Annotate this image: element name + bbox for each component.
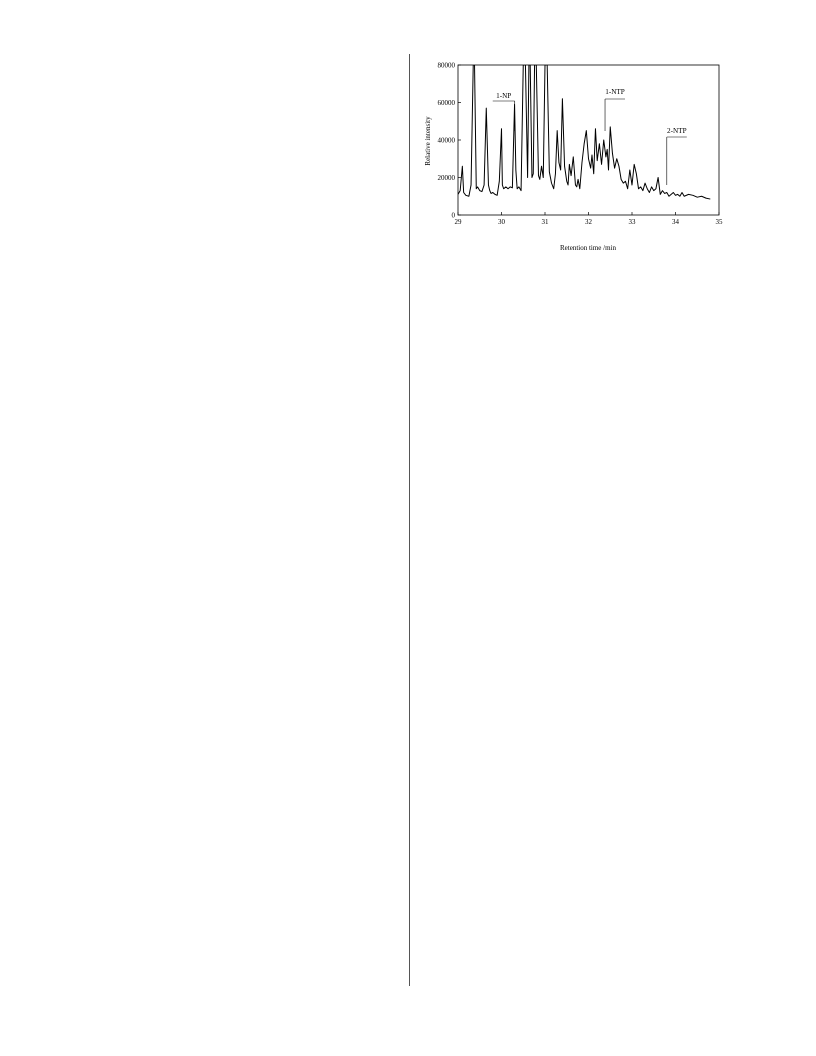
y-tick-label: 20000 — [437, 174, 455, 182]
x-tick-label: 33 — [628, 218, 636, 226]
y-tick-label: 0 — [451, 211, 455, 220]
y-tick-labels — [438, 62, 462, 220]
annotation-label: 1-NTP — [605, 88, 625, 96]
x-tick-label: 30 — [498, 218, 505, 226]
chromatogram-chart — [420, 55, 730, 260]
x-tick-label: 35 — [715, 218, 723, 226]
peak-annotation — [667, 127, 687, 185]
column-divider-rule — [409, 54, 410, 986]
y-axis-title — [424, 116, 432, 166]
annotation-label: 1-NP — [496, 92, 512, 100]
peak-annotation — [605, 88, 625, 131]
x-tick-label: 34 — [672, 218, 679, 226]
peak-annotation — [493, 92, 515, 131]
y-tick-label: 80000 — [437, 61, 455, 70]
annotation-label: 2-NTP — [667, 127, 687, 135]
y-tick-label: 60000 — [437, 99, 455, 107]
x-tick-label: 29 — [454, 218, 462, 226]
y-axis-title-text: Relative intensity — [424, 116, 432, 166]
x-tick-label: 32 — [585, 218, 592, 226]
x-tick-labels — [455, 212, 724, 226]
x-axis-title: Retention time /min — [560, 244, 616, 252]
x-tick-label: 31 — [541, 218, 549, 226]
y-tick-label: 40000 — [437, 136, 455, 145]
